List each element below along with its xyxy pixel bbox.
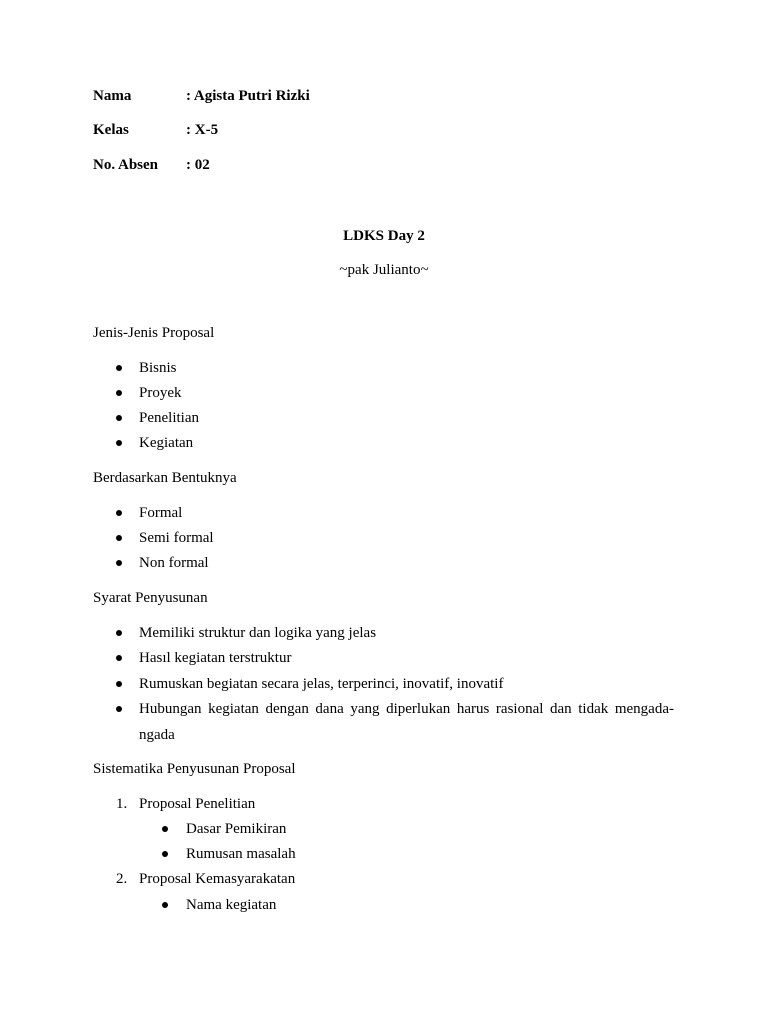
name-value: : Agista Putri Rizki xyxy=(186,88,310,104)
section-heading-bentuk: Berdasarkan Bentuknya xyxy=(93,470,237,486)
bullet-icon xyxy=(116,510,122,516)
list-item: Semi formal xyxy=(139,530,214,546)
bullet-icon xyxy=(116,630,122,636)
list-item: Memiliki struktur dan logika yang jelas xyxy=(139,625,377,641)
sub-list-item: Nama kegiatan xyxy=(186,897,277,913)
list-item-continuation: ngada xyxy=(139,727,175,743)
section-heading-syarat: Syarat Penyusunan xyxy=(93,590,208,606)
bullet-icon xyxy=(116,706,122,712)
bullet-icon xyxy=(162,902,168,908)
list-item: Bisnis xyxy=(139,360,177,376)
list-item: Hubungan kegiatan dengan dana yang diperlukan harus rasional dan tidak mengada- xyxy=(139,701,674,717)
bullet-icon xyxy=(162,826,168,832)
list-item: Non formal xyxy=(139,555,209,571)
class-value: : X-5 xyxy=(186,122,219,138)
list-item: Kegiatan xyxy=(139,435,194,451)
bullet-icon xyxy=(116,681,122,687)
list-item: Rumuskan begiatan secara jelas, terperinci, inovatif, inovatif xyxy=(139,676,504,692)
list-number: 2. xyxy=(116,871,128,887)
name-label: Nama xyxy=(93,88,132,104)
list-item: Hasıl kegiatan terstruktur xyxy=(139,650,292,666)
section-heading-sistematika: Sistematika Penyusunan Proposal xyxy=(93,761,296,777)
list-number: 1. xyxy=(116,796,128,812)
list-item: Formal xyxy=(139,505,183,521)
bullet-icon xyxy=(116,535,122,541)
class-label: Kelas xyxy=(93,122,129,138)
bullet-icon xyxy=(162,851,168,857)
numbered-item: Proposal Penelitian xyxy=(139,796,256,812)
document-title: LDKS Day 2 xyxy=(343,228,425,244)
list-item: Penelitian xyxy=(139,410,199,426)
absen-label: No. Absen xyxy=(93,157,159,173)
numbered-item: Proposal Kemasyarakatan xyxy=(139,871,296,887)
document-subtitle: ~pak Julianto~ xyxy=(339,262,429,278)
bullet-icon xyxy=(116,365,122,371)
bullet-icon xyxy=(116,655,122,661)
bullet-icon xyxy=(116,390,122,396)
sub-list-item: Dasar Pemikiran xyxy=(186,821,287,837)
bullet-icon xyxy=(116,415,122,421)
section-heading-jenis: Jenis-Jenis Proposal xyxy=(93,325,215,341)
bullet-icon xyxy=(116,560,122,566)
sub-list-item: Rumusan masalah xyxy=(186,846,296,862)
absen-value: : 02 xyxy=(186,157,210,173)
list-item: Proyek xyxy=(139,385,182,401)
bullet-icon xyxy=(116,440,122,446)
